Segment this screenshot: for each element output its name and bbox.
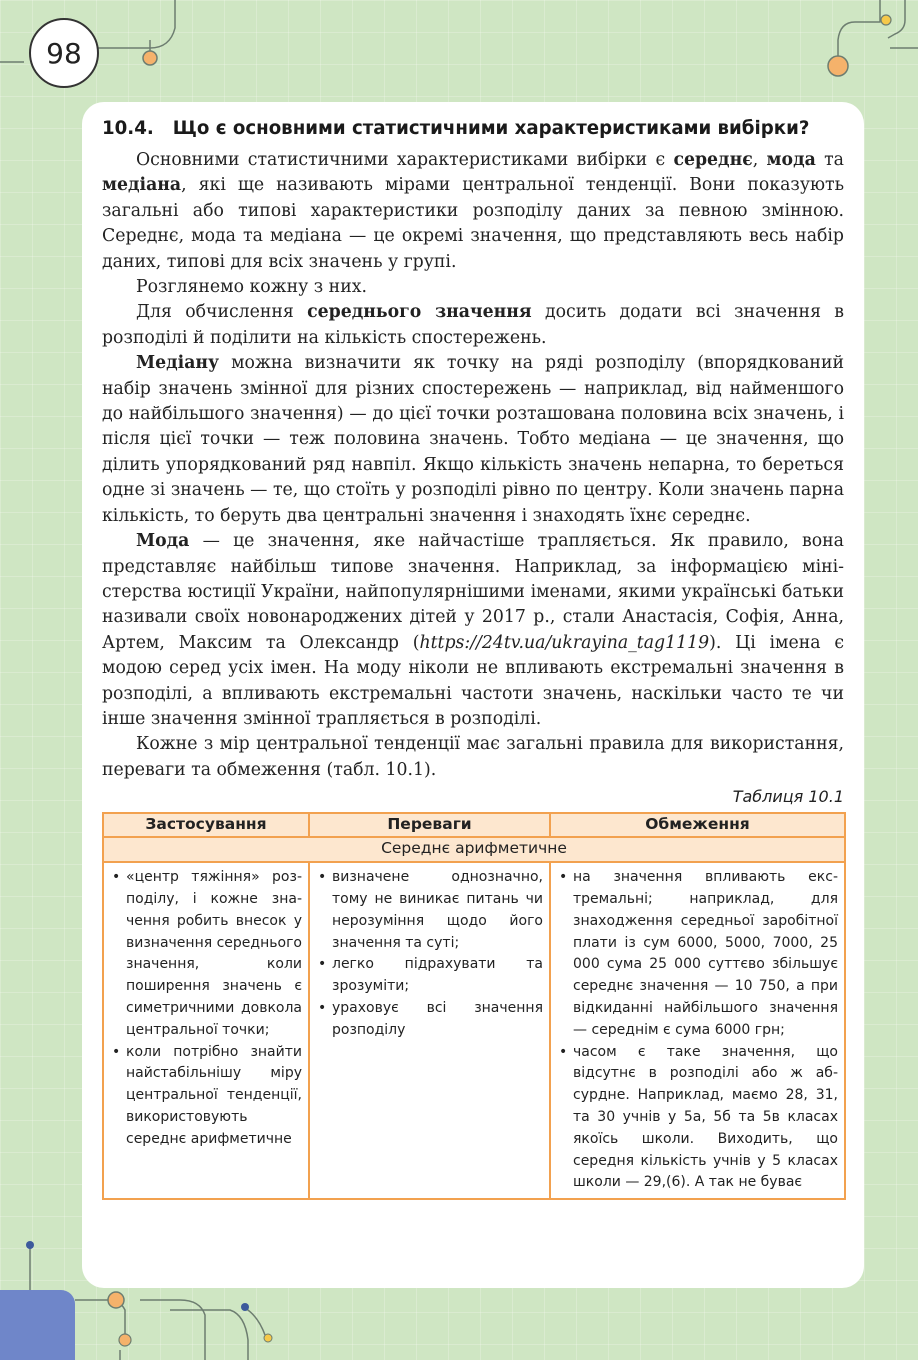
bold-term: середнє bbox=[673, 150, 753, 170]
text-segment: , які ще називають мірами центральної тенденції. Вони показують загальні або типові характеристики розподілу даних за певною змінною. Середнє, мода та медіана — це окремі значення, що представляють весь набір даних, типові для всіх значень у групі. bbox=[102, 175, 844, 272]
table-subheader-row bbox=[103, 837, 845, 862]
section-title: Що є основними статистичними характеристиками вибірки? bbox=[172, 118, 810, 139]
text-segment: Розглянемо кожну з них. bbox=[136, 277, 367, 298]
table-header-row bbox=[103, 813, 845, 837]
paragraph bbox=[102, 351, 844, 529]
paragraph bbox=[102, 148, 844, 275]
header-limitations: Обмеження bbox=[550, 813, 845, 837]
text-segment: Основними статистичними характеристиками вибірки є bbox=[136, 150, 674, 170]
section-heading bbox=[102, 116, 844, 142]
header-advantages: Переваги bbox=[309, 813, 550, 837]
page-corner-tab bbox=[0, 1290, 75, 1360]
paragraph bbox=[102, 732, 844, 783]
list-item: • визначене однозначно, тому не виникає питань чи нерозуміння щодо його значення та суті; bbox=[314, 867, 543, 954]
bold-term: мода bbox=[766, 150, 816, 170]
page-number-badge: 98 bbox=[29, 18, 99, 88]
list-item: • «центр тяжіння» розподілу, і кожне значення робить внесок у визначення середнього значення, коли поширення значень є симетричними довкола центральної точки; bbox=[108, 867, 302, 1041]
paragraph bbox=[102, 529, 844, 732]
text-segment: Для обчислення bbox=[136, 302, 308, 323]
text-segment: — це значення, яке найчастіше трапляється. Як правило, вона представляє найбільш типове значення. Наприклад, за інформацією міністерства юстиції України, найпопулярнішими іменами, якими українські батьки називали своїх новонароджених дітей у 2017 р., стали Анастасія, Софія, Анна, Артем, Максим та Олександр ( bbox=[102, 531, 844, 653]
text-segment: ). Ці імена є модою серед усіх імен. На моду ніколи не впливають екстремальні значення в розподілі, а впливають екстремальні частоти значень, наскільки часто те чи інше значення змінної трапляється в розподілі. bbox=[102, 632, 844, 729]
header-usage: Застосування bbox=[103, 813, 309, 837]
table-row bbox=[103, 862, 845, 1199]
paragraph bbox=[102, 300, 844, 351]
list-item: • на значення впливають екстремальні; наприклад, для знаходження середньої заробітної плати із сум 6000, 5000, 7000, 25 000 сума 25 000 суттєво збільшує середнє значення — 10 750, а при відкиданні найбільшого значення — середнім є сума 6000 грн; bbox=[555, 867, 838, 1041]
subheader-arithmetic-mean: Середнє арифметичне bbox=[103, 837, 845, 862]
text-segment: , bbox=[752, 150, 767, 170]
usage-cell bbox=[103, 862, 309, 1199]
list-item: • ураховує всі значення розподілу bbox=[314, 998, 543, 1042]
bold-term: Мода bbox=[136, 531, 190, 552]
bold-term: медіана bbox=[102, 175, 182, 196]
list-item: • легко підрахувати та зрозуміти; bbox=[314, 954, 543, 998]
limitations-cell bbox=[550, 862, 845, 1199]
central-tendency-table bbox=[102, 812, 846, 1200]
text-segment: досить додати всі значення в розподілі й поділити на кількість спостережень. bbox=[102, 302, 845, 348]
content-card bbox=[82, 102, 864, 1288]
link-text: https://24tv.ua/ukrayina_tag1119 bbox=[419, 632, 710, 653]
body-text bbox=[102, 148, 844, 783]
bold-term: Медіану bbox=[136, 353, 220, 374]
advantages-cell bbox=[309, 862, 550, 1199]
bold-term: середнього значення bbox=[307, 302, 532, 323]
list-item: • часом є таке значення, що відсутнє в розподілі або ж абсурдне. Наприклад, маємо 28, 31, та 30 учнів у 5а, 5б та 5в класах якоїсь школи. Виходить, що середня кількість учнів у 5 класах школи — 29,(6). А так не буває bbox=[555, 1042, 838, 1195]
list-item: • коли потрібно знайти найстабільнішу міру центральної тенденції, використовують середнє арифметичне bbox=[108, 1042, 302, 1151]
paragraph bbox=[102, 275, 844, 300]
table-caption: Таблиця 10.1 bbox=[732, 787, 844, 807]
section-number: 10.4. bbox=[102, 118, 154, 139]
text-segment: Кожне з мір центральної тенденції має загальні правила для використання, переваги та обмеження (табл. 10.1). bbox=[102, 734, 844, 780]
text-segment: та bbox=[815, 150, 844, 170]
text-segment: можна визначити як точку на ряді розподілу (впорядкований набір значень змінної для різних спостережень — наприклад, від найменшого до найбільшого значення) — до цієї точки розташована половина всіх значень, і після цієї точки — теж половина значень. Тобто медіана — це значення, що ділить упорядкований ряд навпіл. Якщо кількість значень непарна, то береться одне зі значень — те, що стоїть у розподілі рівно по центру. Коли значень парна кількість, то беруть два центральні значення і знаходять їхнє середнє. bbox=[102, 353, 844, 526]
